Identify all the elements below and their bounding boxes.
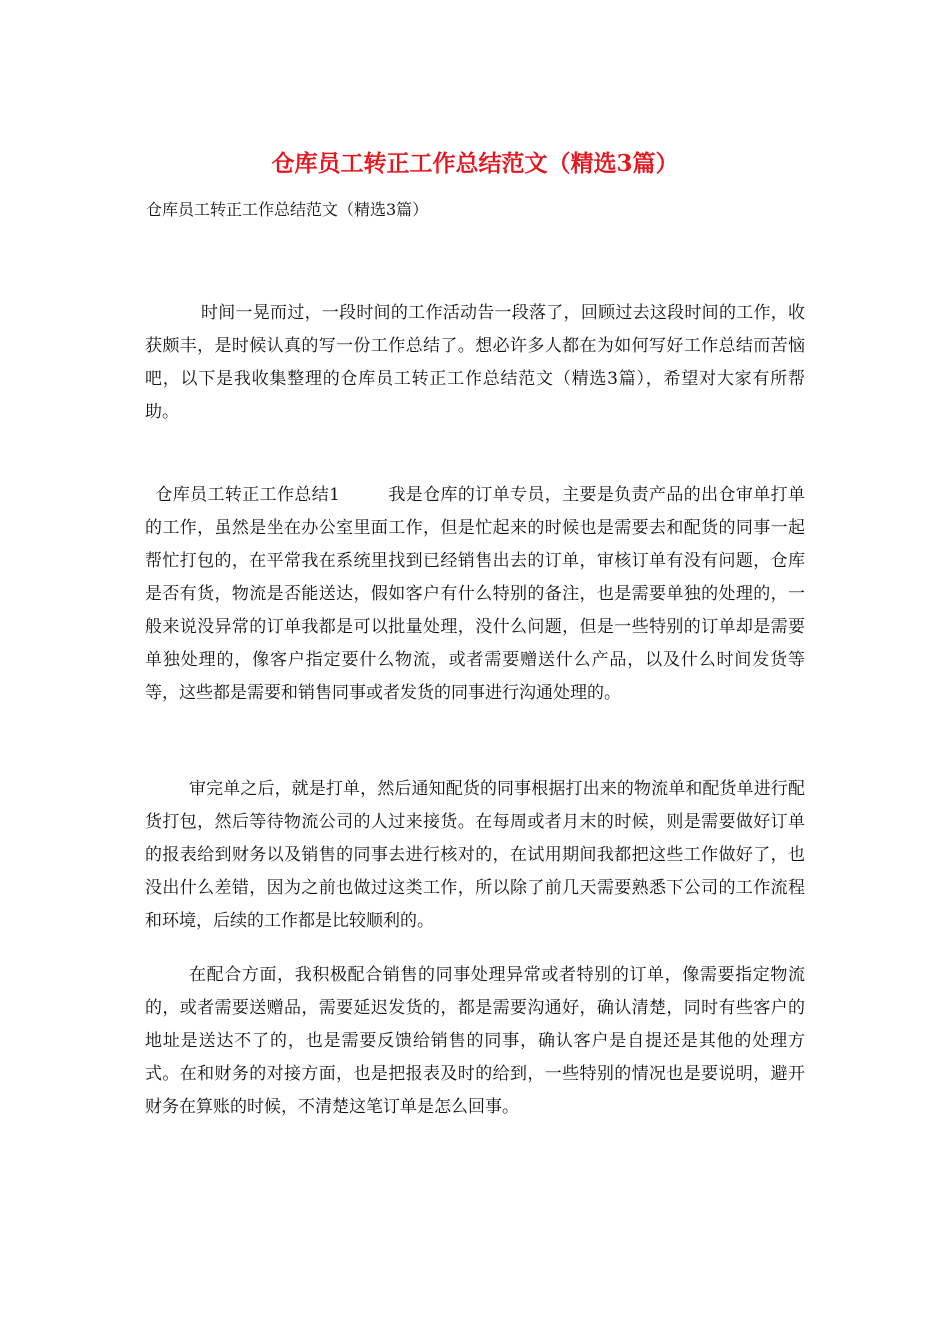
intro-paragraph: 时间一晃而过，一段时间的工作活动告一段落了，回顾过去这段时间的工作，收获颇丰，是时候认真的写一份工作总结了。想必许多人都在为如何写好工作总结而苦恼吧，以下是我收集整理的仓库员工转正工作总结范文（精选3篇），希望对大家有所帮助。 xyxy=(145,303,805,422)
section1-paragraph-3: 在配合方面，我积极配合销售的同事处理异常或者特别的订单，像需要指定物流的，或者需要送赠品，需要延迟发货的，都是需要沟通好，确认清楚，同时有些客户的地址是送达不了的，也是需要反馈给销售的同事，确认客户是自提还是其他的处理方式。在和财务的对接方面，也是把报表及时的给到，一些特别的情况也是要说明，避开财务在算账的时候，不清楚这笔订单是怎么回事。 xyxy=(145,965,805,1117)
section1-paragraph-1-text: 我是仓库的订单专员，主要是负责产品的出仓审单打单的工作，虽然是坐在办公室里面工作，但是忙起来的时候也是需要去和配货的同事一起帮忙打包的，在平常我在系统里找到已经销售出去的订单，审核订单有没有问题，仓库是否有货，物流是否能送达，假如客户有什么特别的备注，也是需要单独的处理的，一般来说没异常的订单我都是可以批量处理，没什么问题，但是一些特别的订单却是需要单独处理的，像客户指定要什么物流，或者需要赠送什么产品，以及什么时间发货等等，这些都是需要和销售同事或者发货的同事进行沟通处理的。 xyxy=(145,485,805,703)
document-subtitle: 仓库员工转正工作总结范文（精选3篇） xyxy=(146,200,429,219)
section1-heading: 仓库员工转正工作总结1 xyxy=(155,485,340,505)
section1-paragraph-2: 审完单之后，就是打单，然后通知配货的同事根据打出来的物流单和配货单进行配货打包，然后等待物流公司的人过来接货。在每周或者月末的时候，则是需要做好订单的报表给到财务以及销售的同事去进行核对的，在试用期间我都把这些工作做好了，也没出什么差错，因为之前也做过这类工作，所以除了前几天需要熟悉下公司的工作流程和环境，后续的工作都是比较顺利的。 xyxy=(145,779,805,931)
document-title: 仓库员工转正工作总结范文（精选3篇） xyxy=(271,150,679,177)
section1-paragraph-1 xyxy=(145,479,805,710)
